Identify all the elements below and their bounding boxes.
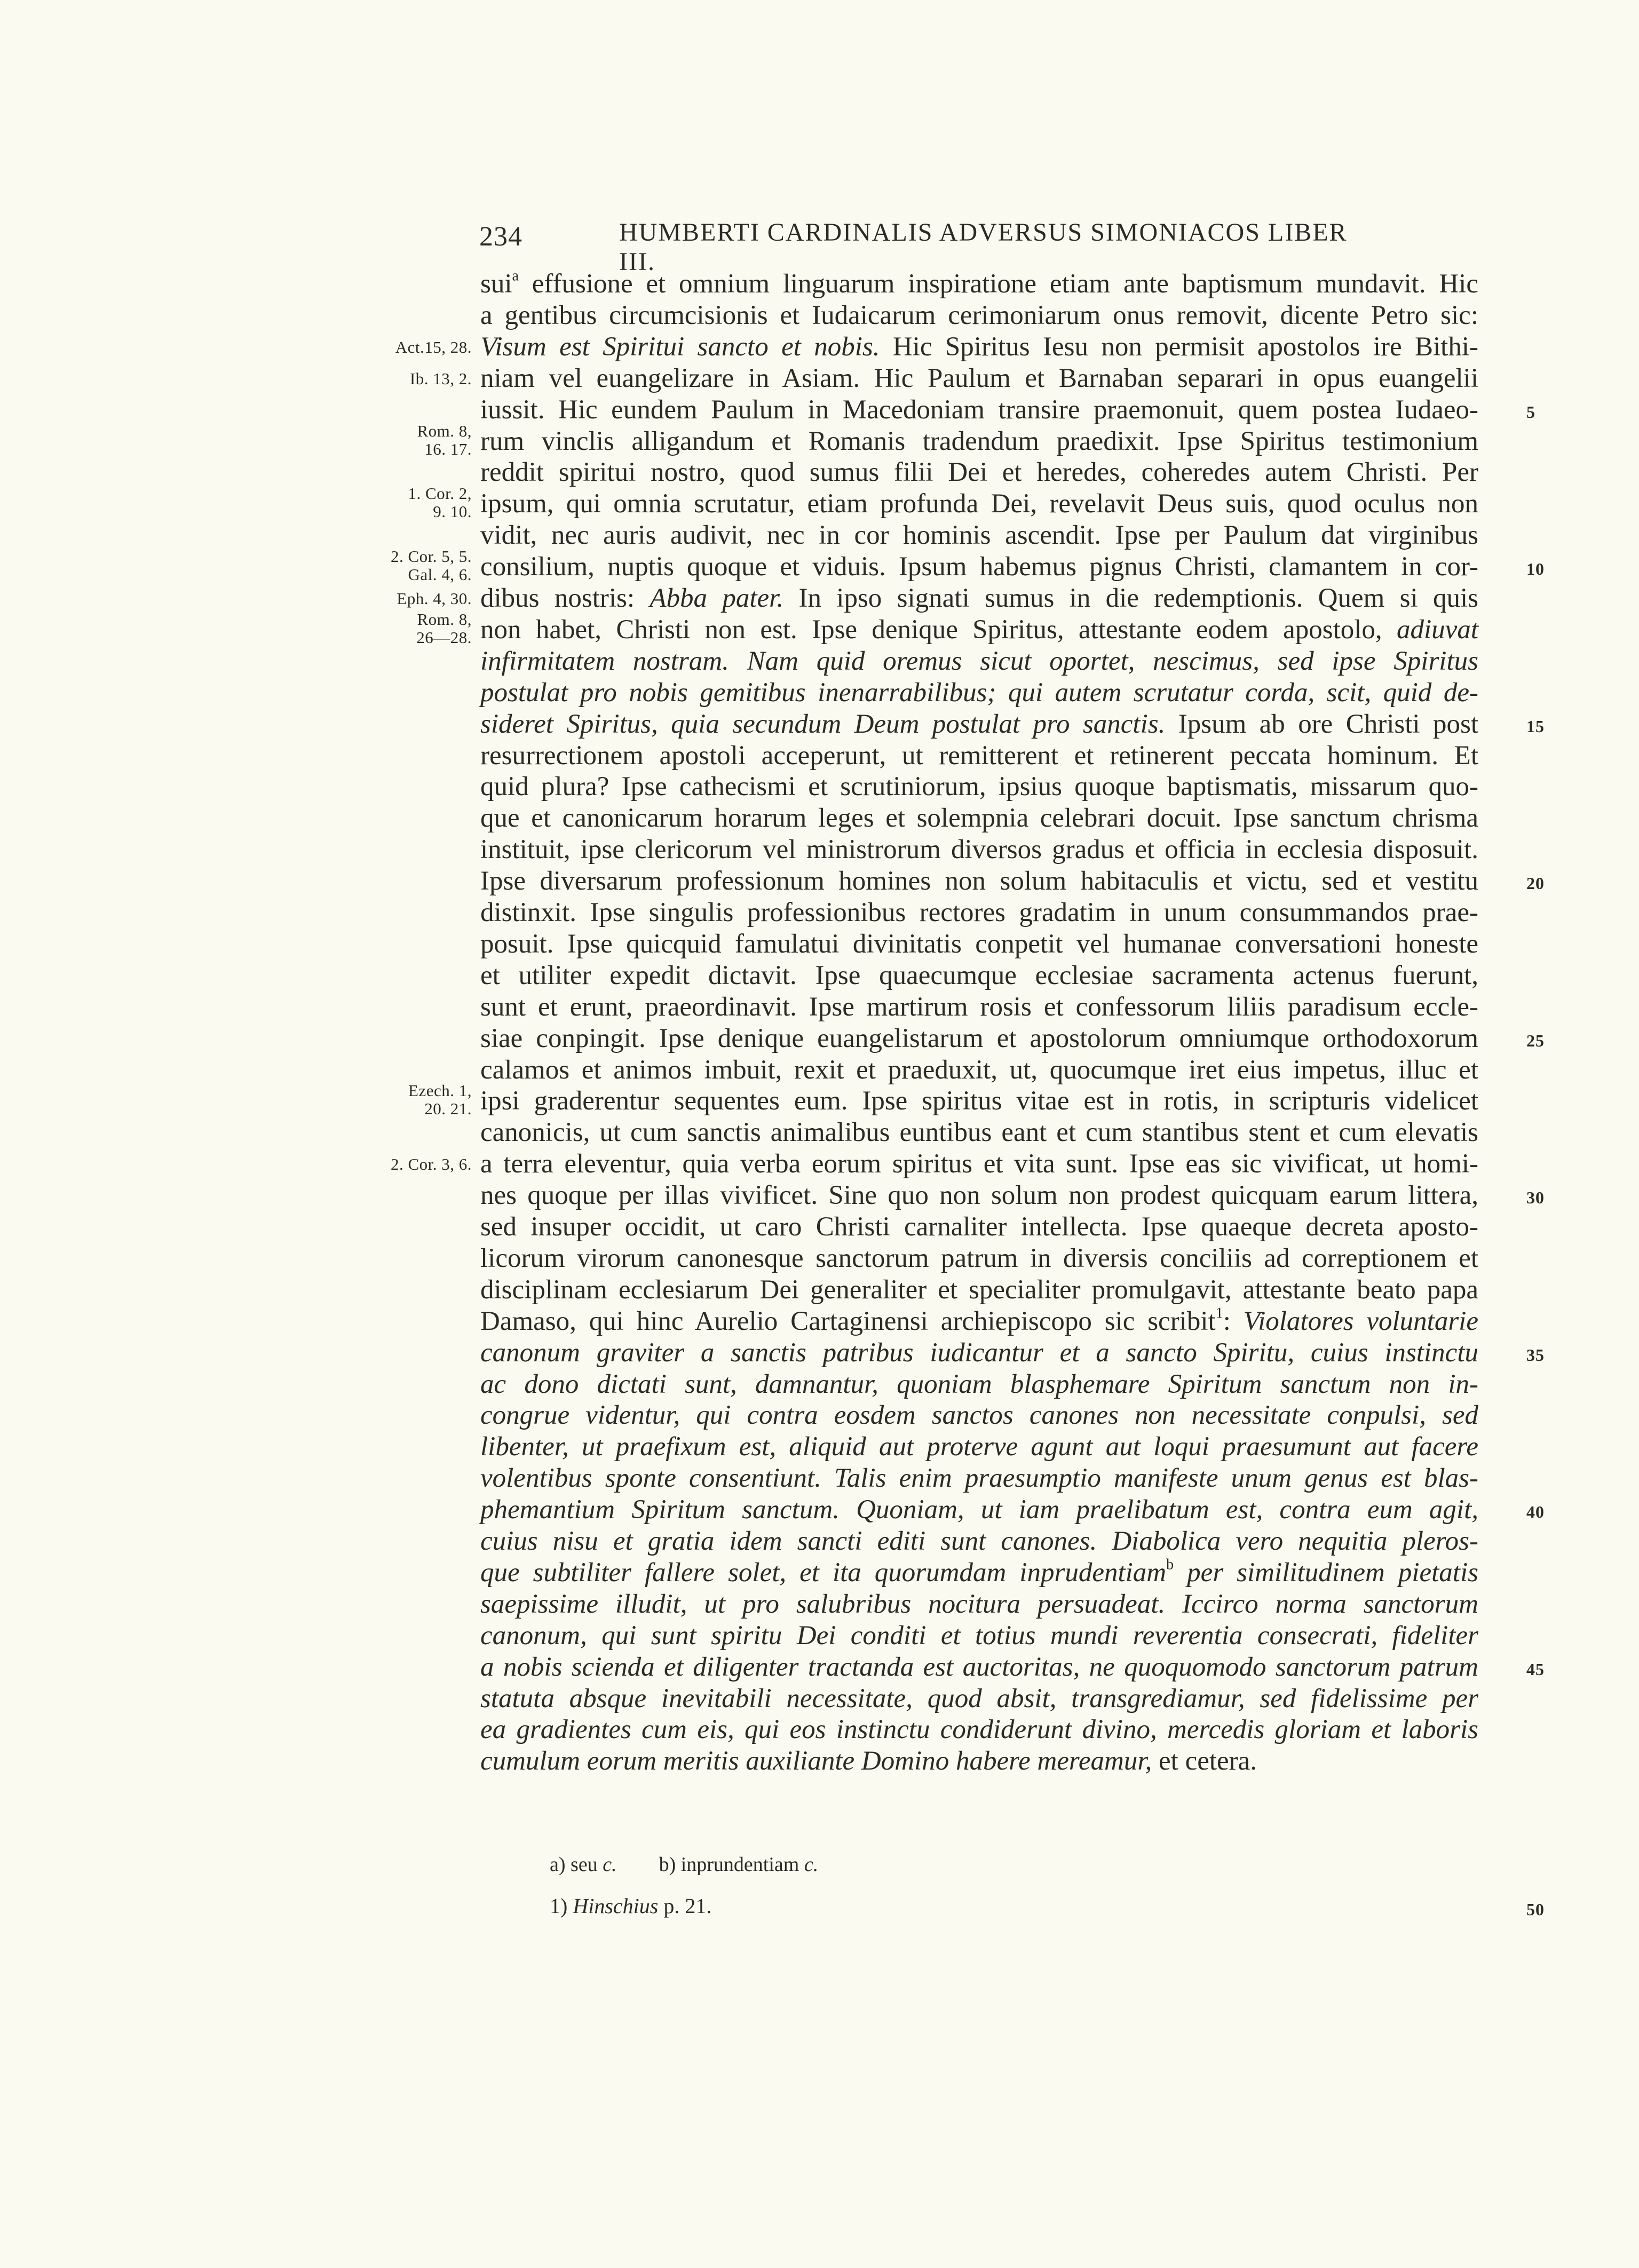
line-number: 35 (1526, 1345, 1545, 1365)
footnote-b-text: inprundentiam (680, 1853, 804, 1876)
line-number: 20 (1526, 874, 1545, 893)
text-segment: volentibus sponte consentiunt. Talis enim praesumptio manifeste unum genus est blas- (480, 1463, 1478, 1494)
text-segment: rum vinclis alligandum et Romanis tradendum praedixit. Ipse Spiritus testimonium (480, 426, 1478, 456)
line-number: 10 (1526, 559, 1545, 579)
text-line (480, 676, 1478, 710)
footnote-marker: b (1166, 1556, 1174, 1573)
text-segment: effusione et omnium linguarum inspiratione etiam ante baptismum mundavit. Hic (518, 269, 1478, 299)
margin-reference: Ib. 13, 2. (409, 369, 472, 388)
footnote-a-ms: c. (603, 1853, 617, 1876)
text-line (480, 1493, 1478, 1527)
text-segment: et utiliter expedit dictavit. Ipse quaecumque ecclesiae sacramenta actenus fuerunt, (480, 960, 1478, 990)
text-line (480, 613, 1478, 647)
text-segment: Ipse diversarum professionum homines non solum habitaculis et victu, sed et vestitu (480, 866, 1478, 897)
line-number: 30 (1526, 1188, 1545, 1208)
running-header (479, 218, 1363, 276)
footnote-a-mark: a) (550, 1853, 566, 1876)
text-segment: nes quoque per illas vivificet. Sine quo non solum non prodest quicquam earum littera, (480, 1180, 1478, 1211)
text-line (480, 958, 1478, 993)
text-segment: ac dono dictati sunt, damnantur, quoniam blasphemare Spiritum sanctum non in- (480, 1369, 1478, 1399)
text-segment: et cetera. (1152, 1746, 1257, 1777)
text-line (480, 393, 1478, 427)
margin-reference: Ezech. 1, 20. 21. (408, 1081, 472, 1119)
text-segment: sideret Spiritus, quia secundum Deum postulat pro sanctis. (480, 709, 1166, 739)
text-segment: libenter, ut praefixum est, aliquid aut proterve agunt aut loqui praesumunt aut facere (480, 1432, 1478, 1462)
page-number: 234 (479, 221, 522, 252)
text-segment: per similitudinem pietatis (1174, 1557, 1478, 1588)
text-segment: saepissime illudit, ut pro salubribus nocitura persuadeat. Iccirco norma sanctorum (480, 1589, 1478, 1619)
text-segment: non habet, Christi non est. Ipse denique Spiritus, attestante eodem apostolo, (480, 614, 1397, 645)
text-line (480, 1682, 1478, 1716)
apparatus-footnotes (550, 1853, 818, 1876)
text-segment: disciplinam ecclesiarum Dei generaliter et specialiter promulgavit, attestante beato papa (480, 1274, 1478, 1305)
line-number: 15 (1526, 716, 1545, 736)
text-segment: iussit. Hic eundem Paulum in Macedoniam transire praemonuit, quem postea Iudaeo- (480, 394, 1478, 425)
text-segment: posuit. Ipse quicquid famulatui divinitatis conpetit vel humanae conversationi honeste (480, 929, 1478, 959)
running-title: HUMBERTI CARDINALIS ADVERSUS SIMONIACOS LIBER III. (619, 218, 1348, 276)
text-line (480, 1147, 1478, 1181)
text-line (480, 1304, 1478, 1338)
line-number: 5 (1526, 402, 1535, 422)
text-line (480, 1587, 1478, 1621)
text-segment: vidit, nec auris audivit, nec in cor hominis ascendit. Ipse per Paulum dat virginibus (480, 520, 1478, 551)
text-segment: ipsi graderentur sequentes eum. Ipse spiritus vitae est in rotis, in scripturis videlicet (480, 1086, 1478, 1116)
text-segment: que et canonicarum horarum leges et solempnia celebrari docuit. Ipse sanctum chrisma (480, 803, 1478, 834)
text-line (480, 1241, 1478, 1275)
text-segment: instituit, ipse clericorum vel ministrorum diversos gradus et officia in ecclesia disposuit. (480, 835, 1478, 865)
text-line (480, 1398, 1478, 1432)
text-line (480, 770, 1478, 804)
text-line (480, 927, 1478, 961)
text-line (480, 1336, 1478, 1370)
margin-reference: Eph. 4, 30. (397, 589, 472, 608)
line-number: 25 (1526, 1030, 1545, 1050)
text-line (480, 1021, 1478, 1056)
text-segment: postulat pro nobis gemitibus inenarrabilibus; qui autem scrutatur corda, scit, quid de- (480, 677, 1478, 708)
text-line (480, 864, 1478, 898)
text-line (480, 739, 1478, 773)
text-line (480, 644, 1478, 678)
footnote-marker: 1 (1215, 1305, 1223, 1322)
footnote-b-ms: c. (804, 1853, 819, 1876)
text-segment: consilium, nuptis quoque et viduis. Ipsum habemus pignus Christi, clamantem in cor- (480, 552, 1478, 582)
text-line (480, 581, 1478, 615)
footnote-1-page: p. 21. (658, 1894, 712, 1918)
text-line (480, 1619, 1478, 1653)
margin-reference: 2. Cor. 5, 5. Gal. 4, 6. (390, 547, 472, 584)
text-line (480, 267, 1478, 301)
text-line (480, 707, 1478, 741)
text-segment: congrue videntur, qui contra eosdem sanctos canones non necessitate conpulsi, sed (480, 1400, 1478, 1431)
text-segment: sui (480, 269, 512, 299)
footnote-marker: a (512, 267, 519, 284)
text-segment: calamos et animos imbuit, rexit et praeduxit, ut, quocumque iret eius impetus, illuc et (480, 1054, 1478, 1085)
text-segment: cumulum eorum meritis auxiliante Domino habere mereamur, (480, 1746, 1152, 1777)
line-number: 45 (1526, 1659, 1545, 1679)
text-line (480, 1210, 1478, 1244)
text-segment: Damaso, qui hinc Aurelio Cartaginensi archiepiscopo sic scribit (480, 1306, 1216, 1336)
text-line (480, 361, 1478, 395)
text-segment: ea gradientes cum eis, qui eos instinctu condiderunt divino, mercedis gloriam et laboris (480, 1715, 1478, 1745)
text-line (480, 1084, 1478, 1118)
text-segment: Violatores voluntarie (1243, 1306, 1478, 1336)
margin-reference: Act.15, 28. (395, 337, 472, 356)
text-line (480, 1273, 1478, 1307)
source-footnote (550, 1893, 711, 1918)
text-segment: canonicis, ut cum sanctis animalibus euntibus eant et cum stantibus stent et cum elevatis (480, 1117, 1478, 1148)
text-segment: a terra eleventur, quia verba eorum spiritus et vita sunt. Ipse eas sic vivificat, ut homi- (480, 1149, 1478, 1179)
margin-reference: 1. Cor. 2, 9. 10. (408, 484, 472, 521)
text-line (480, 1178, 1478, 1212)
line-number-50: 50 (1526, 1900, 1545, 1919)
text-segment: adiuvat (1397, 614, 1478, 645)
text-line (480, 801, 1478, 835)
text-line (480, 990, 1478, 1024)
text-line (480, 455, 1478, 489)
margin-reference: Rom. 8, 16. 17. (417, 421, 472, 458)
text-line (480, 1461, 1478, 1495)
margin-reference: Rom. 8, 26—28. (416, 609, 472, 647)
text-line (480, 487, 1478, 521)
text-line (480, 1524, 1478, 1558)
text-segment: infirmitatem nostram. Nam quid oremus sicut oportet, nescimus, sed ipse Spiritus (480, 646, 1478, 676)
text-line (480, 330, 1478, 364)
footnote-1-author: Hinschius (573, 1894, 659, 1918)
text-line (480, 424, 1478, 458)
text-line (480, 1115, 1478, 1149)
text-line (480, 1053, 1478, 1087)
footnote-1-mark: 1) (550, 1894, 568, 1918)
text-line (480, 1367, 1478, 1401)
text-segment: distinxit. Ipse singulis professionibus rectores gradatim in unum consummandos prae- (480, 898, 1478, 927)
footnote-a-text: seu (571, 1853, 603, 1876)
text-segment: In ipso signati sumus in die redemptionis. Quem si quis (783, 583, 1479, 613)
text-segment: Ipsum ab ore Christi post (1165, 709, 1478, 739)
text-segment: ipsum, qui omnia scrutatur, etiam profunda Dei, revelavit Deus suis, quod oculus non (480, 489, 1478, 519)
text-segment: phemantium Spiritum sanctum. Quoniam, ut iam praelibatum est, contra eum agit, (480, 1495, 1478, 1525)
text-segment: quid plura? Ipse cathecismi et scrutiniorum, ipsius quoque baptismatis, missarum quo- (480, 772, 1478, 802)
text-segment: dibus nostris: (480, 583, 650, 613)
text-segment: a gentibus circumcisionis et Iudaicarum cerimoniarum onus removit, dicente Petro sic: (480, 300, 1478, 330)
text-segment: Visum est Spiritui sancto et nobis. (480, 331, 880, 362)
text-segment: cuius nisu et gratia idem sancti editi sunt canones. Diabolica vero nequitia pleros- (480, 1526, 1478, 1556)
text-segment: canonum graviter a sanctis patribus iudicantur et a sancto Spiritu, cuius instinctu (480, 1337, 1478, 1368)
text-segment: siae conpingit. Ipse denique euangelistarum et apostolorum omniumque orthodoxorum (480, 1023, 1478, 1053)
text-line (480, 518, 1478, 552)
footnote-b-mark: b) (659, 1853, 676, 1876)
text-segment: reddit spiritui nostro, quod sumus filii Dei et heredes, coheredes autem Christi. Per (480, 457, 1478, 488)
text-line (480, 1650, 1478, 1684)
text-segment: sed insuper occidit, ut caro Christi carnaliter intellecta. Ipse quaeque decreta aposto- (480, 1212, 1478, 1242)
text-line (480, 1556, 1478, 1590)
text-segment: : (1223, 1306, 1244, 1336)
line-number: 40 (1526, 1502, 1545, 1522)
text-segment: niam vel euangelizare in Asiam. Hic Paulum et Barnaban separari in opus euangelii (480, 363, 1478, 393)
text-segment: a nobis scienda et diligenter tractanda est auctoritas, ne quoquomodo sanctorum patrum (480, 1652, 1478, 1682)
text-line (480, 1744, 1478, 1778)
text-line (480, 895, 1478, 930)
text-segment: que subtiliter fallere solet, et ita quorumdam inprudentiam (480, 1557, 1167, 1588)
text-segment: Abba pater. (650, 583, 784, 613)
text-line (480, 298, 1478, 332)
text-segment: licorum virorum canonesque sanctorum patrum in diversis conciliis ad correptionem et (480, 1243, 1478, 1273)
margin-reference: 2. Cor. 3, 6. (390, 1155, 472, 1174)
text-line (480, 550, 1478, 584)
text-line (480, 1430, 1478, 1464)
text-segment: sunt et erunt, praeordinavit. Ipse martirum rosis et confessorum liliis paradisum eccle- (480, 992, 1478, 1022)
text-line (480, 1712, 1478, 1747)
text-segment: statuta absque inevitabili necessitate, quod absit, transgrediamur, sed fidelissime per (480, 1683, 1478, 1714)
text-segment: canonum, qui sunt spiritu Dei conditi et totius mundi reverentia consecrati, fideliter (480, 1620, 1478, 1651)
text-segment: Hic Spiritus Iesu non permisit apostolos ire Bithi- (880, 331, 1478, 362)
text-line (480, 832, 1478, 867)
text-segment: resurrectionem apostoli acceperunt, ut remitterent et retinerent peccata hominum. Et (480, 740, 1478, 771)
